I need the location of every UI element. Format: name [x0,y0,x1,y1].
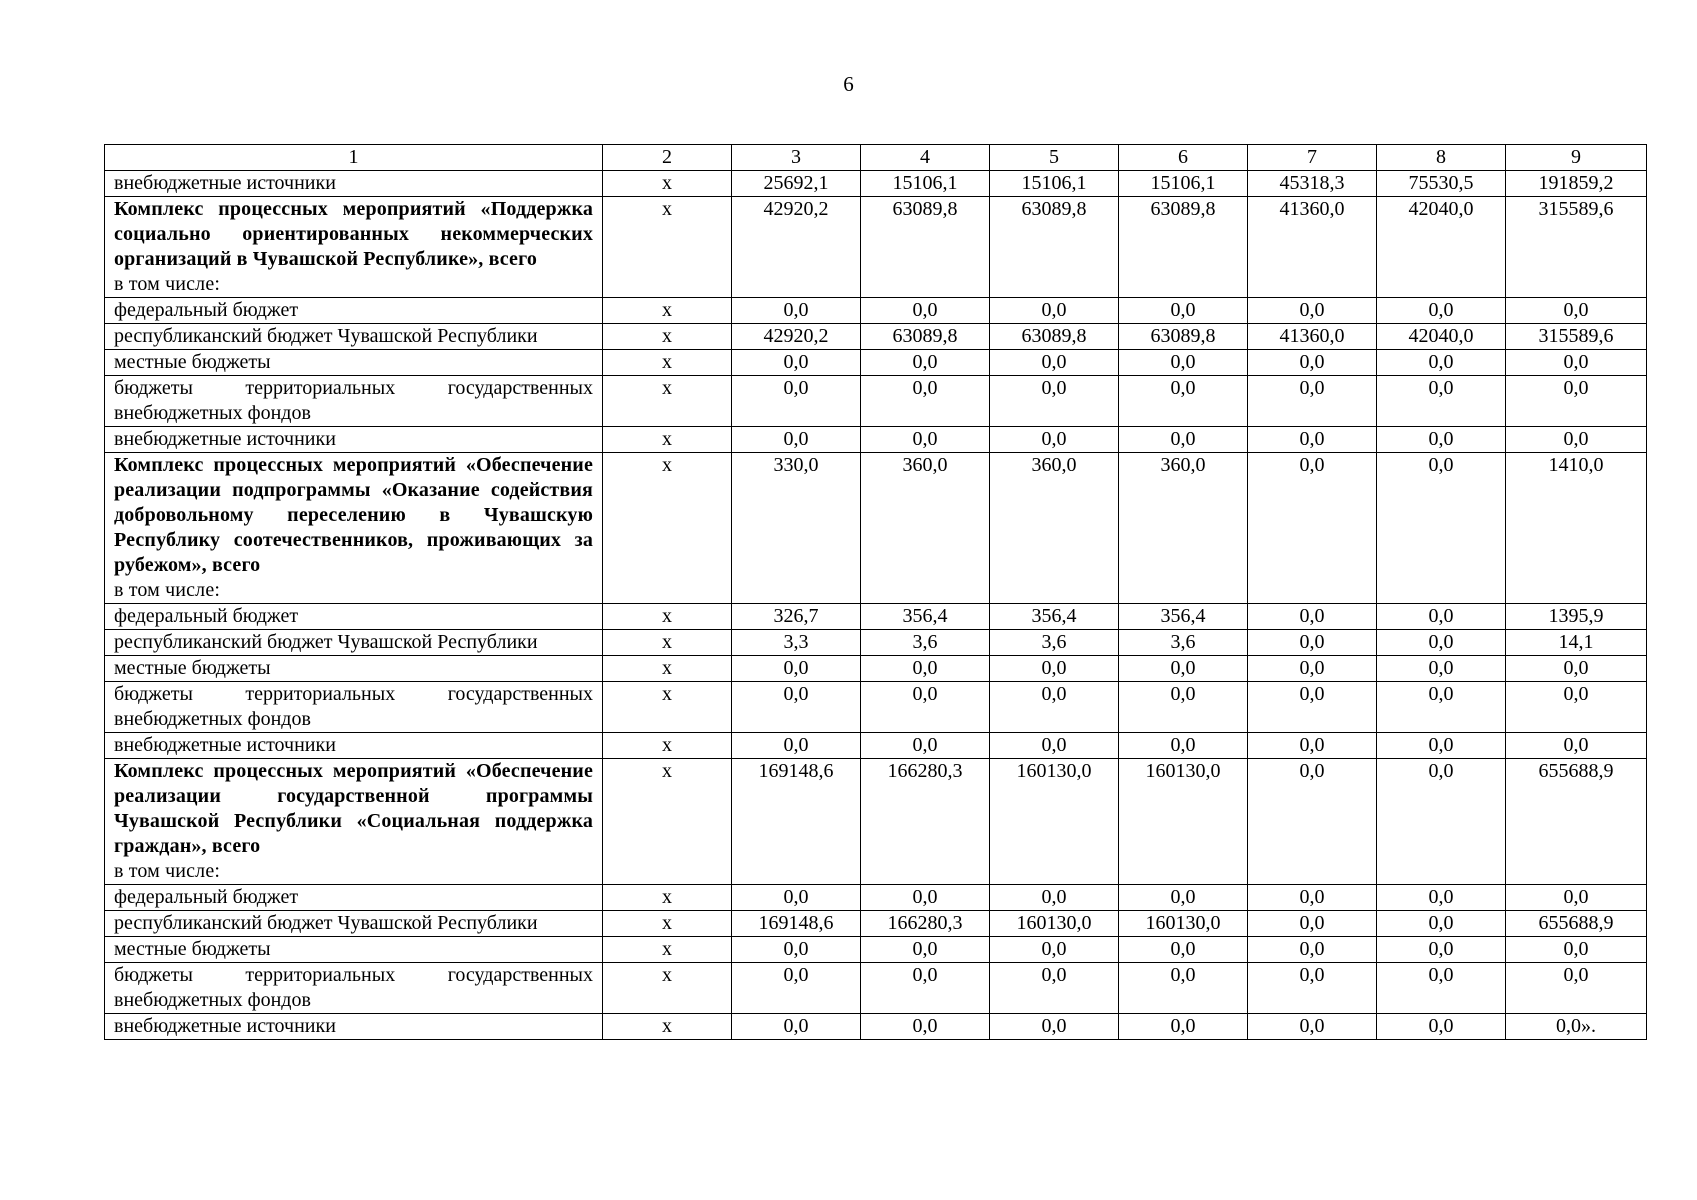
header-cell: 3 [732,145,861,171]
row-label: республиканский бюджет Чувашской Республики [105,911,603,937]
value-cell: 0,0 [1377,911,1506,937]
budget-table [104,144,1647,1040]
value-cell: 0,0 [732,350,861,376]
value-cell: 0,0 [1119,298,1248,324]
value-cell: 0,0 [990,937,1119,963]
value-cell: 0,0 [1506,682,1647,733]
row-label-line: бюджеты территориальных государственных [114,683,593,705]
code-cell: х [603,656,732,682]
value-cell: 0,0 [1506,963,1647,1014]
value-cell: 0,0 [1377,604,1506,630]
table-row [105,453,1647,604]
value-cell: 169148,6 [732,911,861,937]
row-label: внебюджетные источники [105,427,603,453]
value-cell: 1410,0 [1506,453,1647,604]
value-cell: 0,0 [732,376,861,427]
table-row [105,427,1647,453]
value-cell: 63089,8 [861,197,990,298]
value-cell: 0,0 [1506,937,1647,963]
value-cell: 0,0 [1377,733,1506,759]
value-cell: 0,0 [1119,376,1248,427]
code-cell: х [603,759,732,885]
table-row [105,911,1647,937]
value-cell: 356,4 [861,604,990,630]
value-cell: 0,0 [1506,298,1647,324]
value-cell: 0,0 [1119,427,1248,453]
value-cell: 0,0 [732,427,861,453]
row-label: республиканский бюджет Чувашской Республики [105,630,603,656]
value-cell: 0,0 [1377,656,1506,682]
value-cell: 0,0 [1248,604,1377,630]
value-cell: 0,0 [861,682,990,733]
code-cell: х [603,197,732,298]
value-cell: 0,0 [1248,733,1377,759]
row-label [105,682,603,733]
value-cell: 0,0 [990,376,1119,427]
code-cell: х [603,682,732,733]
value-cell: 0,0 [1248,1014,1377,1040]
value-cell: 0,0 [990,350,1119,376]
value-cell: 0,0 [1377,682,1506,733]
header-cell: 7 [1248,145,1377,171]
row-label: федеральный бюджет [105,298,603,324]
page-number: 6 [843,72,854,96]
value-cell: 360,0 [1119,453,1248,604]
value-cell: 0,0 [1377,350,1506,376]
table-body [105,145,1647,1040]
row-label: местные бюджеты [105,350,603,376]
value-cell: 0,0 [732,656,861,682]
value-cell: 0,0 [1119,656,1248,682]
row-label: внебюджетные источники [105,1014,603,1040]
value-cell: 0,0 [1248,885,1377,911]
value-cell: 655688,9 [1506,759,1647,885]
code-cell: х [603,171,732,197]
row-label-line: внебюджетных фондов [114,402,311,424]
value-cell: 3,3 [732,630,861,656]
value-cell: 0,0 [1377,1014,1506,1040]
section-subtitle: в том числе: [114,579,221,601]
value-cell: 0,0 [990,298,1119,324]
row-label-line: бюджеты территориальных государственных [114,964,593,986]
value-cell: 0,0 [861,885,990,911]
value-cell: 0,0 [732,937,861,963]
value-cell: 160130,0 [990,911,1119,937]
value-cell: 41360,0 [1248,197,1377,298]
code-cell: х [603,453,732,604]
value-cell: 3,6 [1119,630,1248,656]
value-cell: 0,0 [1119,350,1248,376]
value-cell: 0,0 [990,682,1119,733]
value-cell: 63089,8 [1119,197,1248,298]
row-label-line: внебюджетных фондов [114,708,311,730]
value-cell: 1395,9 [1506,604,1647,630]
value-cell: 0,0 [1377,427,1506,453]
table-row [105,733,1647,759]
value-cell: 0,0 [861,963,990,1014]
value-cell: 166280,3 [861,759,990,885]
code-cell: х [603,630,732,656]
code-cell: х [603,733,732,759]
table-row [105,963,1647,1014]
value-cell: 0,0 [990,963,1119,1014]
header-cell: 6 [1119,145,1248,171]
value-cell: 0,0 [1119,733,1248,759]
table-row [105,1014,1647,1040]
value-cell: 3,6 [861,630,990,656]
value-cell: 0,0 [990,656,1119,682]
value-cell: 0,0 [1248,656,1377,682]
value-cell: 63089,8 [990,197,1119,298]
table-row [105,324,1647,350]
table-row [105,656,1647,682]
value-cell: 0,0 [1377,630,1506,656]
value-cell: 0,0 [732,1014,861,1040]
section-title: Комплекс процессных мероприятий «Поддержка социально ориентированных некоммерческих организаций в Чувашской Республике», всего [114,198,593,270]
code-cell: х [603,376,732,427]
code-cell: х [603,324,732,350]
table-row [105,682,1647,733]
value-cell: 25692,1 [732,171,861,197]
row-label: внебюджетные источники [105,171,603,197]
value-cell: 42920,2 [732,197,861,298]
table-row [105,759,1647,885]
value-cell: 0,0 [1119,1014,1248,1040]
value-cell: 0,0 [1377,885,1506,911]
value-cell: 160130,0 [1119,911,1248,937]
header-cell: 8 [1377,145,1506,171]
value-cell: 0,0 [1506,427,1647,453]
value-cell: 166280,3 [861,911,990,937]
value-cell: 0,0 [732,733,861,759]
row-label [105,376,603,427]
value-cell: 0,0 [861,298,990,324]
value-cell: 3,6 [990,630,1119,656]
value-cell: 15106,1 [861,171,990,197]
value-cell: 315589,6 [1506,197,1647,298]
value-cell: 0,0 [861,937,990,963]
table-row [105,197,1647,298]
value-cell: 15106,1 [990,171,1119,197]
value-cell: 0,0 [1377,453,1506,604]
value-cell: 326,7 [732,604,861,630]
value-cell: 0,0 [1377,963,1506,1014]
value-cell: 360,0 [990,453,1119,604]
code-cell: х [603,604,732,630]
value-cell: 0,0 [990,427,1119,453]
value-cell: 0,0 [1377,376,1506,427]
value-cell: 0,0 [732,682,861,733]
value-cell: 0,0 [861,376,990,427]
value-cell: 0,0 [1248,682,1377,733]
value-cell: 0,0 [861,1014,990,1040]
value-cell: 0,0 [1248,298,1377,324]
value-cell: 160130,0 [1119,759,1248,885]
header-cell: 5 [990,145,1119,171]
value-cell: 45318,3 [1248,171,1377,197]
header-cell: 9 [1506,145,1647,171]
row-label: местные бюджеты [105,937,603,963]
value-cell: 0,0 [1248,759,1377,885]
value-cell: 0,0 [861,733,990,759]
value-cell: 63089,8 [861,324,990,350]
value-cell: 356,4 [1119,604,1248,630]
code-cell: х [603,885,732,911]
value-cell: 0,0 [1506,376,1647,427]
code-cell: х [603,298,732,324]
table-row [105,350,1647,376]
value-cell: 0,0 [861,656,990,682]
section-title: Комплекс процессных мероприятий «Обеспечение реализации государственной программы Чувашской Республики «Социальная поддержка граждан», всего [114,760,593,857]
table-row [105,298,1647,324]
row-label: местные бюджеты [105,656,603,682]
value-cell: 0,0 [1119,963,1248,1014]
value-cell: 330,0 [732,453,861,604]
value-cell: 0,0 [1119,937,1248,963]
value-cell: 0,0 [1248,427,1377,453]
value-cell: 63089,8 [990,324,1119,350]
value-cell: 0,0 [1506,656,1647,682]
row-label [105,197,603,298]
value-cell: 0,0 [1506,733,1647,759]
value-cell: 14,1 [1506,630,1647,656]
row-label [105,453,603,604]
value-cell: 0,0 [1506,885,1647,911]
row-label [105,759,603,885]
value-cell: 41360,0 [1248,324,1377,350]
value-cell: 0,0 [1248,350,1377,376]
value-cell: 15106,1 [1119,171,1248,197]
value-cell: 42040,0 [1377,197,1506,298]
value-cell: 315589,6 [1506,324,1647,350]
value-cell: 63089,8 [1119,324,1248,350]
value-cell: 0,0 [1248,376,1377,427]
code-cell: х [603,963,732,1014]
row-label: республиканский бюджет Чувашской Республики [105,324,603,350]
value-cell: 0,0 [990,885,1119,911]
code-cell: х [603,937,732,963]
value-cell: 0,0». [1506,1014,1647,1040]
value-cell: 0,0 [1248,911,1377,937]
value-cell: 0,0 [1248,963,1377,1014]
value-cell: 75530,5 [1377,171,1506,197]
row-label-line: внебюджетных фондов [114,989,311,1011]
row-label-line: бюджеты территориальных государственных [114,377,593,399]
code-cell: х [603,1014,732,1040]
value-cell: 0,0 [990,1014,1119,1040]
value-cell: 169148,6 [732,759,861,885]
value-cell: 191859,2 [1506,171,1647,197]
row-label: внебюджетные источники [105,733,603,759]
value-cell: 356,4 [990,604,1119,630]
table-row [105,937,1647,963]
row-label [105,963,603,1014]
code-cell: х [603,911,732,937]
value-cell: 0,0 [732,885,861,911]
value-cell: 0,0 [732,963,861,1014]
header-cell: 4 [861,145,990,171]
value-cell: 0,0 [1248,937,1377,963]
table-row [105,171,1647,197]
value-cell: 655688,9 [1506,911,1647,937]
value-cell: 0,0 [1119,885,1248,911]
row-label: федеральный бюджет [105,604,603,630]
value-cell: 0,0 [1377,298,1506,324]
section-subtitle: в том числе: [114,860,221,882]
value-cell: 0,0 [990,733,1119,759]
section-subtitle: в том числе: [114,273,221,295]
value-cell: 0,0 [1377,759,1506,885]
value-cell: 42920,2 [732,324,861,350]
value-cell: 360,0 [861,453,990,604]
code-cell: х [603,427,732,453]
value-cell: 0,0 [1248,630,1377,656]
value-cell: 160130,0 [990,759,1119,885]
value-cell: 0,0 [861,427,990,453]
code-cell: х [603,350,732,376]
value-cell: 0,0 [1248,453,1377,604]
table-row [105,630,1647,656]
header-cell: 1 [105,145,603,171]
header-row [105,145,1647,171]
row-label: федеральный бюджет [105,885,603,911]
table-row [105,376,1647,427]
value-cell: 42040,0 [1377,324,1506,350]
value-cell: 0,0 [1119,682,1248,733]
table-row [105,604,1647,630]
value-cell: 0,0 [861,350,990,376]
header-cell: 2 [603,145,732,171]
value-cell: 0,0 [1377,937,1506,963]
value-cell: 0,0 [1506,350,1647,376]
section-title: Комплекс процессных мероприятий «Обеспечение реализации подпрограммы «Оказание содействия добровольному переселению в Чувашскую Республику соотечественников, проживающих за рубежом», всего [114,454,593,576]
value-cell: 0,0 [732,298,861,324]
table-row [105,885,1647,911]
